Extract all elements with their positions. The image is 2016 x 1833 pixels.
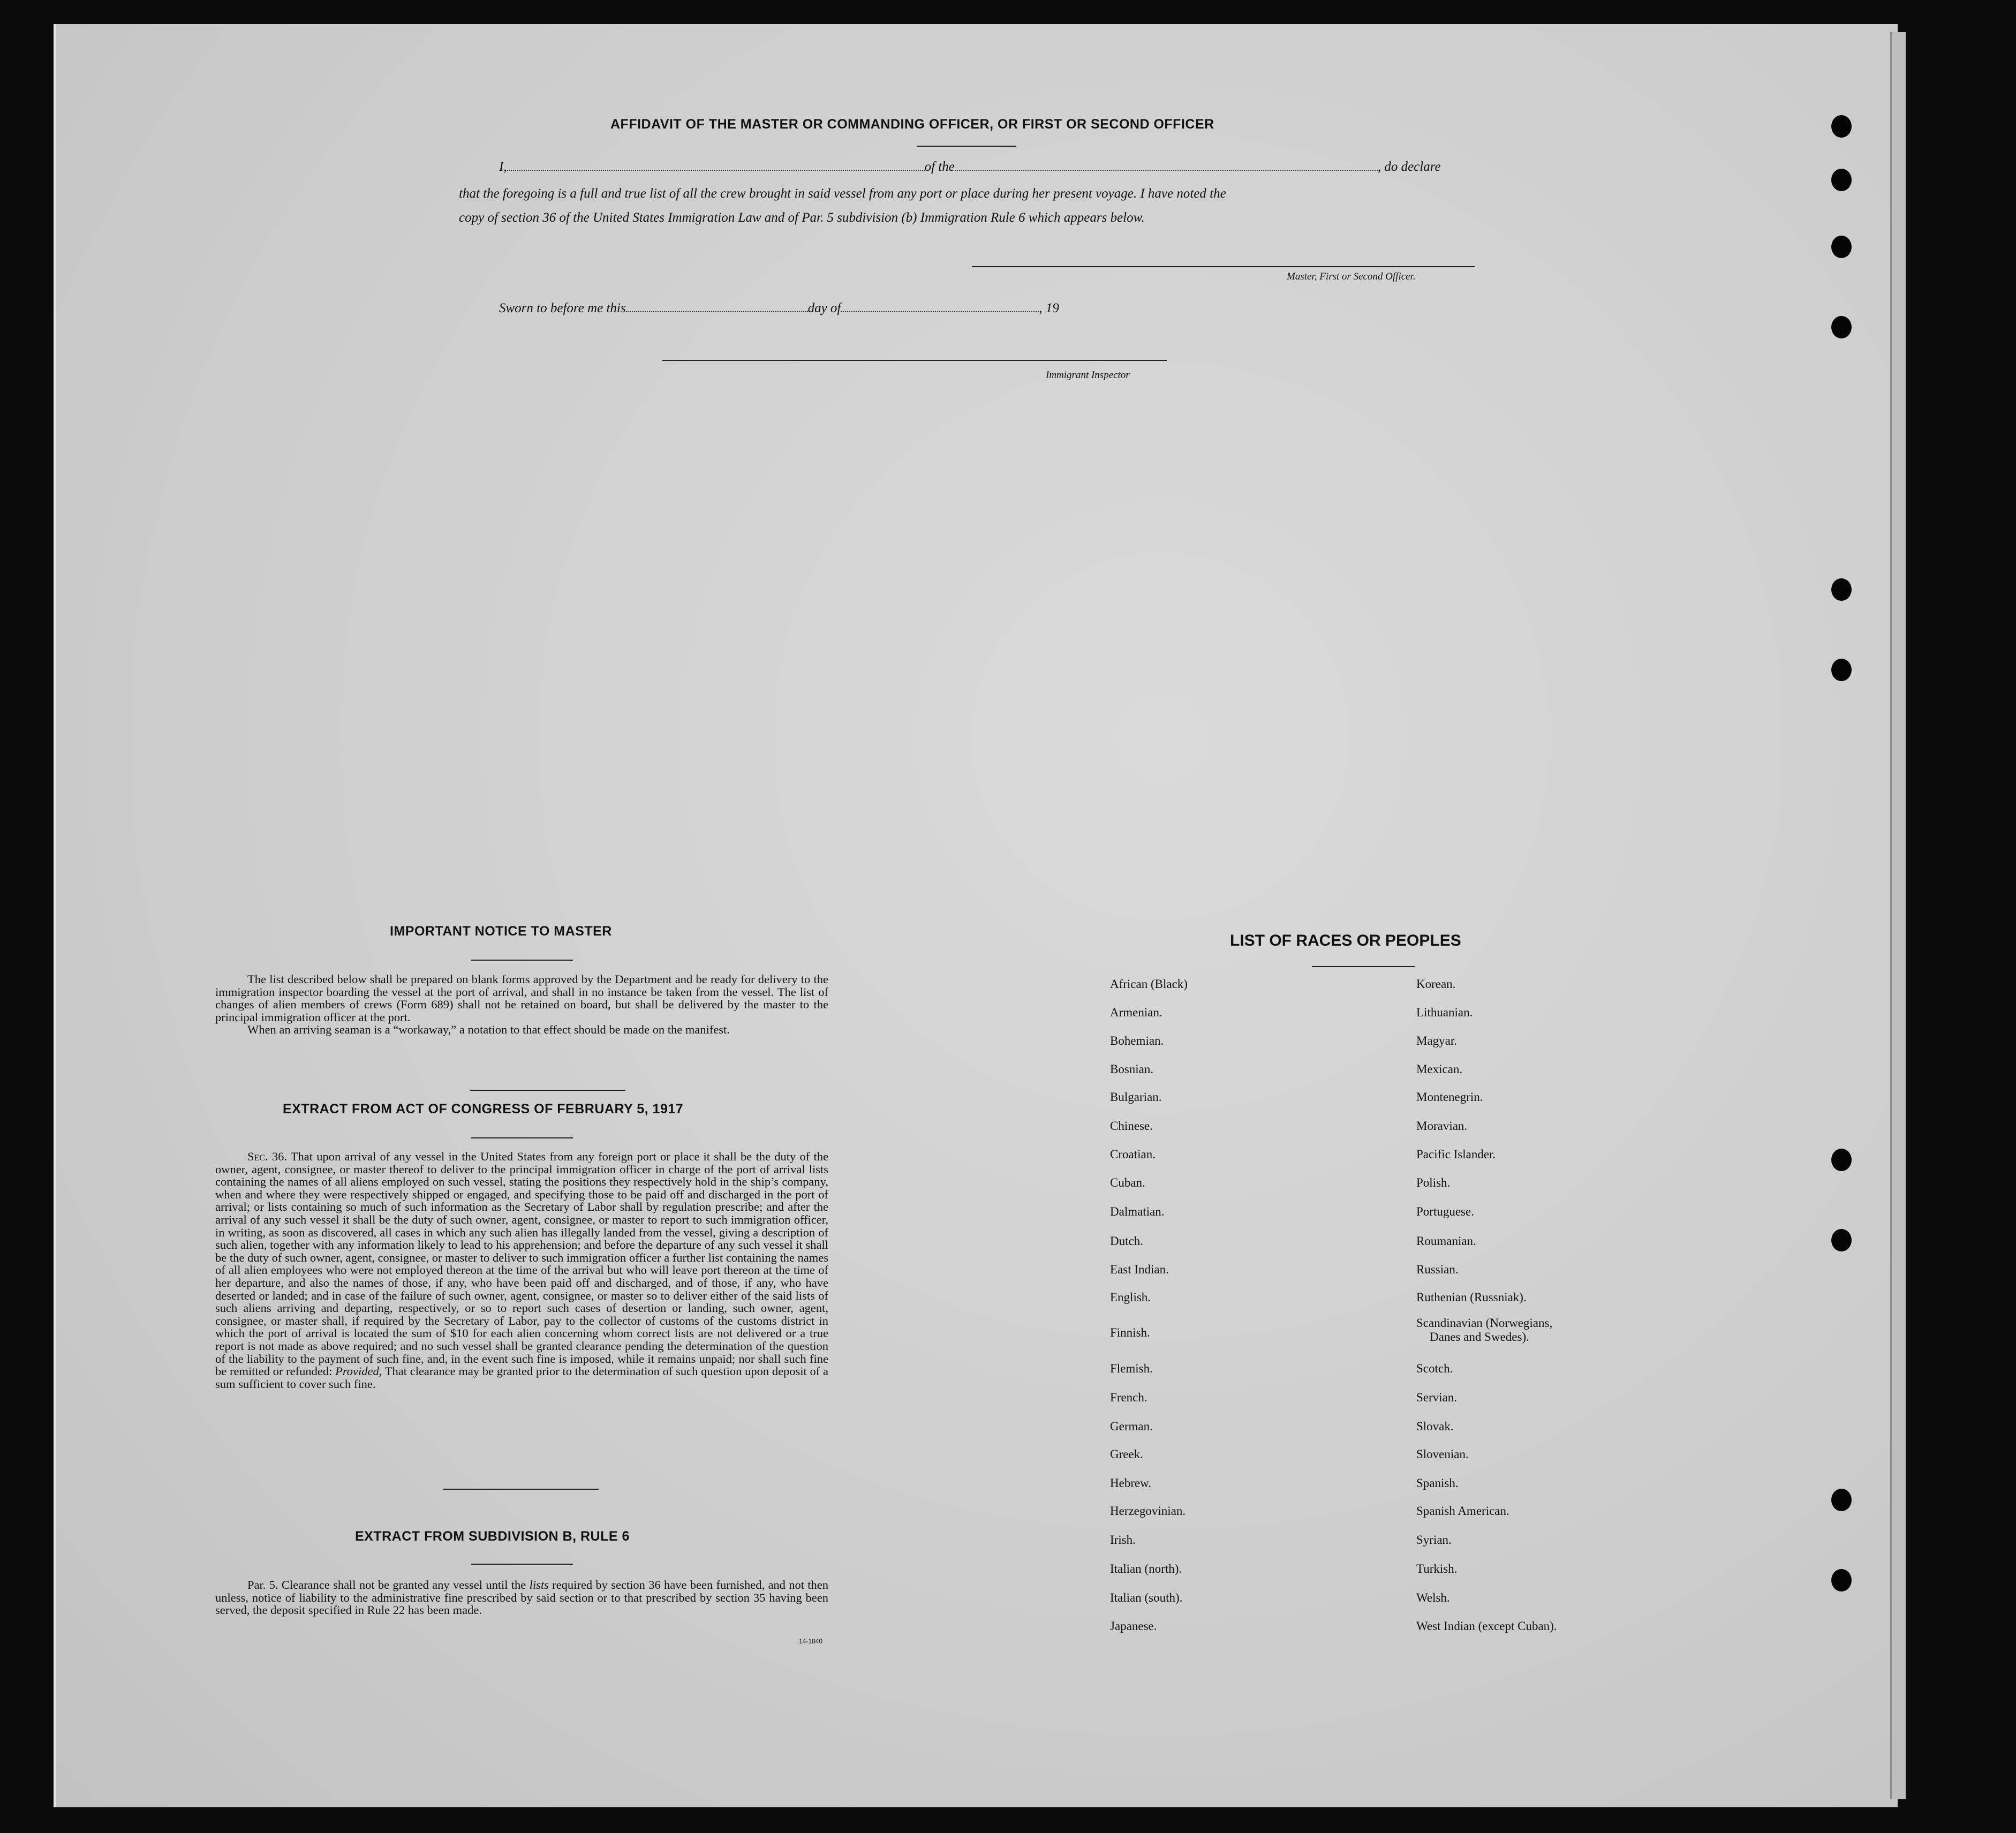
- race-item: Dutch.: [1110, 1234, 1143, 1248]
- race-item: Roumanian.: [1416, 1234, 1476, 1248]
- race-item-continuation: Danes and Swedes).: [1430, 1330, 1529, 1344]
- act-extract-title: EXTRACT FROM ACT OF CONGRESS OF FEBRUARY 5, 1917: [283, 1102, 684, 1117]
- signature-line[interactable]: [972, 266, 1475, 267]
- race-item: Bulgarian.: [1110, 1090, 1162, 1104]
- year-label: , 19: [1039, 301, 1059, 315]
- rule-extract-title: EXTRACT FROM SUBDIVISION B, RULE 6: [355, 1529, 630, 1544]
- race-item: West Indian (except Cuban).: [1416, 1619, 1557, 1633]
- affidavit-i-label: I,: [499, 160, 507, 174]
- inspector-signature-line[interactable]: [662, 360, 1167, 361]
- race-item: Scotch.: [1416, 1362, 1453, 1375]
- race-item: Pacific Islander.: [1416, 1148, 1496, 1161]
- race-item: Portuguese.: [1416, 1205, 1474, 1218]
- race-item: Turkish.: [1416, 1562, 1458, 1575]
- notice-title: IMPORTANT NOTICE TO MASTER: [390, 924, 612, 939]
- notice-paragraph-1: The list described below shall be prepared on blank forms approved by the Department and be ready for delivery to the immigration inspector boarding the vessel at the port of arrival, and shall in no instance be taken from the vessel. The list of changes of alien members of crews (Form 689) shall not be retained on board, but shall be delivered by the master to the principal immigration officer at the port.: [215, 972, 828, 1024]
- race-item: French.: [1110, 1391, 1147, 1404]
- race-item: Hebrew.: [1110, 1476, 1152, 1490]
- race-item: Greek.: [1110, 1447, 1143, 1461]
- race-item: Finnish.: [1110, 1326, 1150, 1339]
- punch-hole: [1831, 115, 1852, 138]
- day-of-label: day of: [807, 301, 841, 315]
- race-item: Welsh.: [1416, 1591, 1450, 1604]
- divider: [443, 1489, 599, 1490]
- punch-hole: [1831, 659, 1852, 681]
- race-item: Servian.: [1416, 1391, 1458, 1404]
- form-number: 14-1840: [799, 1638, 823, 1645]
- section-label: Sec. 36.: [247, 1150, 287, 1163]
- punch-hole: [1831, 1229, 1852, 1251]
- race-item: Armenian.: [1110, 1006, 1162, 1019]
- race-item: Irish.: [1110, 1533, 1136, 1547]
- race-item: Flemish.: [1110, 1362, 1153, 1375]
- race-item: Lithuanian.: [1416, 1006, 1473, 1019]
- race-item: Herzegovinian.: [1110, 1504, 1186, 1518]
- affidavit-of-the-label: of the: [924, 160, 955, 174]
- document-page: [54, 24, 1898, 1807]
- rule-text-a: Par. 5. Clearance shall not be granted any vessel until the: [247, 1578, 526, 1591]
- name-blank[interactable]: [507, 160, 925, 171]
- race-item: Bosnian.: [1110, 1062, 1154, 1076]
- notice-paragraph-2: When an arriving seaman is a “workaway,” a notation to that effect should be made on the manifest.: [247, 1023, 730, 1037]
- affidavit-title: AFFIDAVIT OF THE MASTER OR COMMANDING OFFICER, OR FIRST OR SECOND OFFICER: [610, 117, 1214, 132]
- punch-hole: [1831, 316, 1852, 338]
- sworn-month-blank[interactable]: [841, 301, 1039, 312]
- race-item: Syrian.: [1416, 1533, 1452, 1547]
- race-item: Magyar.: [1416, 1034, 1458, 1047]
- races-title: LIST OF RACES OR PEOPLES: [1230, 932, 1461, 949]
- signature-label: Master, First or Second Officer.: [1287, 271, 1416, 282]
- divider: [470, 1090, 625, 1091]
- race-item: Russian.: [1416, 1263, 1459, 1276]
- rule-extract-text: [215, 1579, 828, 1617]
- divider: [1312, 966, 1415, 967]
- vessel-blank[interactable]: [955, 160, 1378, 171]
- race-item: Montenegrin.: [1416, 1090, 1483, 1104]
- divider: [917, 146, 1016, 147]
- inspector-label: Immigrant Inspector: [1046, 369, 1130, 381]
- punch-hole: [1831, 1149, 1852, 1171]
- act-extract-text: [215, 1150, 828, 1390]
- race-item: Korean.: [1416, 977, 1456, 991]
- affidavit-line-3: copy of section 36 of the United States Immigration Law and of Par. 5 subdivision (b) Immigration Rule 6 which appears below.: [459, 210, 1145, 225]
- punch-hole: [1831, 1489, 1852, 1511]
- rule-lists-word: lists: [529, 1578, 549, 1591]
- race-item: Spanish.: [1416, 1476, 1459, 1490]
- race-item: Japanese.: [1110, 1619, 1157, 1633]
- rule-text-b: required by section 36 have been furnished, and not then unless, notice of liability to the administrative fine prescribed by said section or to that prescribed by section 35 having been served, the deposit specified in Rule 22 has been made.: [215, 1578, 829, 1617]
- race-item: Spanish American.: [1416, 1504, 1509, 1518]
- affidavit-declare-label: , do declare: [1377, 160, 1441, 174]
- race-item: Ruthenian (Russniak).: [1416, 1291, 1527, 1304]
- punch-hole: [1831, 236, 1852, 258]
- race-item: Slovak.: [1416, 1420, 1454, 1433]
- race-item: Cuban.: [1110, 1176, 1145, 1189]
- notice-text: [215, 973, 828, 1036]
- page-edge: [1890, 32, 1906, 1799]
- sworn-label: Sworn to before me this: [499, 301, 626, 315]
- race-item: Italian (north).: [1110, 1562, 1182, 1575]
- race-item: Bohemian.: [1110, 1034, 1164, 1047]
- affidavit-line-2: that the foregoing is a full and true list of all the crew brought in said vessel from any port or place during her present voyage. I have noted the: [459, 186, 1226, 201]
- punch-hole: [1831, 169, 1852, 191]
- race-item: Polish.: [1416, 1176, 1451, 1189]
- race-item: East Indian.: [1110, 1263, 1169, 1276]
- punch-hole: [1831, 578, 1852, 601]
- affidavit-line-1: [499, 160, 1441, 175]
- race-item: African (Black): [1110, 977, 1188, 991]
- race-item: English.: [1110, 1291, 1151, 1304]
- divider: [471, 1137, 573, 1138]
- race-item: Dalmatian.: [1110, 1205, 1165, 1218]
- race-item: German.: [1110, 1420, 1153, 1433]
- proviso-text: That clearance may be granted prior to the determination of such question upon deposit of a sum sufficient to cover such fine.: [215, 1364, 829, 1391]
- race-item: Moravian.: [1416, 1119, 1468, 1133]
- race-item: Chinese.: [1110, 1119, 1153, 1133]
- race-item: Scandinavian (Norwegians,: [1416, 1316, 1553, 1330]
- race-item: Croatian.: [1110, 1148, 1156, 1161]
- race-item: Slovenian.: [1416, 1447, 1469, 1461]
- race-item: Mexican.: [1416, 1062, 1463, 1076]
- sworn-line: [499, 301, 1059, 316]
- section-36-text: That upon arrival of any vessel in the United States from any foreign port or place it shall be the duty of the owner, agent, consignee, or master thereof to deliver to the principal immigration officer in charge of the port of arrival lists containing the names of all aliens employed on such vessel, stating the positions they respectively hold in the ship’s company, when and where they were respectively shipped or engaged, and specifying those to be paid off and discharged in the port of arrival; or lists containing so much of such information as the Secretary of Labor shall by regulation prescribe; and after the arrival of any such vessel it shall be the duty of such owner, agent, consignee, or master to report to such immigration officer, in writing, as soon as discovered, all cases in which any such alien has illegally landed from the vessel, giving a description of such alien, together with any information likely to lead to his apprehension; and before the departure of any such vessel it shall be the duty of such owner, agent, consignee, or master to deliver to such immigration officer a further list containing the names of all alien employees who were not employed thereon at the time of the arrival but who will leave port thereon at the time of her departure, and also the names of those, if any, who have been paid off and discharged, and of those, if any, who have deserted or landed; and in case of the failure of such owner, agent, consignee, or master so to deliver either of the said lists of such aliens arriving and departing, respectively, or so to report such cases of desertion or landing, such owner, agent, consignee, or master shall, if required by the Secretary of Labor, pay to the collector of customs of the customs district in which the port of arrival is located the sum of $10 for each alien concerning whom correct lists are not delivered or a true report is not made as above required; and no such vessel shall be granted clearance pending the determination of the question of the liability to the payment of such fine, and, in the event such fine is imposed, while it remains unpaid; nor shall such fine be remitted or refunded:: [215, 1150, 828, 1378]
- race-item: Italian (south).: [1110, 1591, 1183, 1604]
- proviso-label: Provided,: [335, 1364, 382, 1378]
- divider: [471, 960, 573, 961]
- punch-hole: [1831, 1569, 1852, 1591]
- divider: [471, 1564, 573, 1565]
- sworn-day-blank[interactable]: [626, 301, 808, 312]
